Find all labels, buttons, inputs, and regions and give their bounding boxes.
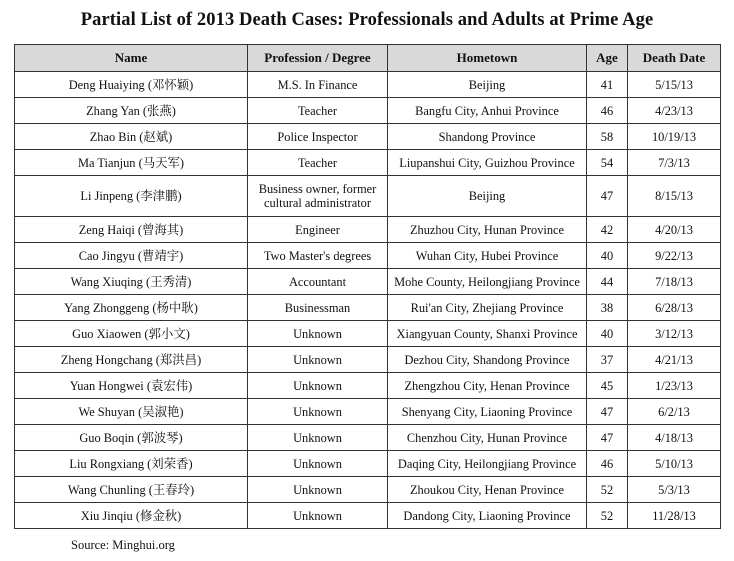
- cell-profession: Engineer: [248, 217, 388, 243]
- cell-death-date: 6/28/13: [628, 295, 721, 321]
- cell-name: Guo Xiaowen (郭小文): [15, 321, 248, 347]
- cell-profession: Unknown: [248, 399, 388, 425]
- cell-profession: Unknown: [248, 425, 388, 451]
- cell-death-date: 6/2/13: [628, 399, 721, 425]
- table-row: [15, 373, 721, 399]
- cell-age: 40: [587, 321, 628, 347]
- cell-name: Liu Rongxiang (刘荣香): [15, 451, 248, 477]
- cell-death-date: 10/19/13: [628, 124, 721, 150]
- table-row: [15, 347, 721, 373]
- cell-age: 52: [587, 477, 628, 503]
- cell-name: Wang Chunling (王春玲): [15, 477, 248, 503]
- cell-death-date: 5/3/13: [628, 477, 721, 503]
- cell-hometown: Chenzhou City, Hunan Province: [388, 425, 587, 451]
- cell-profession: Business owner, former cultural administrator: [248, 176, 388, 217]
- cell-name: Wang Xiuqing (王秀清): [15, 269, 248, 295]
- cell-name: Yuan Hongwei (袁宏伟): [15, 373, 248, 399]
- cell-name: Guo Boqin (郭波琴): [15, 425, 248, 451]
- cell-hometown: Zhuzhou City, Hunan Province: [388, 217, 587, 243]
- cell-name: Zheng Hongchang (郑洪昌): [15, 347, 248, 373]
- header-death-date: Death Date: [628, 45, 721, 72]
- cell-hometown: Zhoukou City, Henan Province: [388, 477, 587, 503]
- cell-age: 52: [587, 503, 628, 529]
- cell-hometown: Wuhan City, Hubei Province: [388, 243, 587, 269]
- cell-hometown: Dezhou City, Shandong Province: [388, 347, 587, 373]
- cell-age: 45: [587, 373, 628, 399]
- table-row: [15, 176, 721, 217]
- table-row: [15, 98, 721, 124]
- cell-name: Zhao Bin (赵斌): [15, 124, 248, 150]
- cell-profession: Teacher: [248, 98, 388, 124]
- header-profession: Profession / Degree: [248, 45, 388, 72]
- cell-profession: Unknown: [248, 451, 388, 477]
- source-note: Source: Minghui.org: [71, 538, 175, 552]
- cell-hometown: Rui'an City, Zhejiang Province: [388, 295, 587, 321]
- cell-age: 46: [587, 98, 628, 124]
- header-age: Age: [587, 45, 628, 72]
- cell-age: 41: [587, 72, 628, 98]
- cell-hometown: Bangfu City, Anhui Province: [388, 98, 587, 124]
- cell-name: Ma Tianjun (马天军): [15, 150, 248, 176]
- cell-death-date: 4/21/13: [628, 347, 721, 373]
- cell-hometown: Beijing: [388, 72, 587, 98]
- cell-age: 47: [587, 399, 628, 425]
- cell-death-date: 5/15/13: [628, 72, 721, 98]
- table-row: [15, 243, 721, 269]
- table-row: [15, 124, 721, 150]
- cell-age: 46: [587, 451, 628, 477]
- cell-age: 44: [587, 269, 628, 295]
- header-hometown: Hometown: [388, 45, 587, 72]
- cell-hometown: Liupanshui City, Guizhou Province: [388, 150, 587, 176]
- cell-age: 47: [587, 176, 628, 217]
- cell-name: Yang Zhonggeng (杨中耿): [15, 295, 248, 321]
- cell-name: Deng Huaiying (邓怀颖): [15, 72, 248, 98]
- cell-death-date: 3/12/13: [628, 321, 721, 347]
- table-row: [15, 425, 721, 451]
- cell-profession: Teacher: [248, 150, 388, 176]
- table-row: [15, 399, 721, 425]
- cell-profession: M.S. In Finance: [248, 72, 388, 98]
- cell-age: 47: [587, 425, 628, 451]
- table-row: [15, 269, 721, 295]
- page-title: Partial List of 2013 Death Cases: Professionals and Adults at Prime Age: [80, 10, 654, 30]
- cell-profession: Two Master's degrees: [248, 243, 388, 269]
- cell-name: Zeng Haiqi (曾海其): [15, 217, 248, 243]
- cell-age: 37: [587, 347, 628, 373]
- cell-profession: Police Inspector: [248, 124, 388, 150]
- table-row: [15, 150, 721, 176]
- cell-hometown: Zhengzhou City, Henan Province: [388, 373, 587, 399]
- cell-name: Zhang Yan (张燕): [15, 98, 248, 124]
- cell-profession: Unknown: [248, 347, 388, 373]
- cell-profession: Accountant: [248, 269, 388, 295]
- cell-profession: Unknown: [248, 477, 388, 503]
- cell-age: 54: [587, 150, 628, 176]
- cell-age: 42: [587, 217, 628, 243]
- cell-hometown: Shandong Province: [388, 124, 587, 150]
- cell-profession: Businessman: [248, 295, 388, 321]
- cell-hometown: Mohe County, Heilongjiang Province: [388, 269, 587, 295]
- cell-hometown: Dandong City, Liaoning Province: [388, 503, 587, 529]
- table-row: [15, 477, 721, 503]
- cell-death-date: 7/18/13: [628, 269, 721, 295]
- header-name: Name: [15, 45, 248, 72]
- cell-name: We Shuyan (吴淑艳): [15, 399, 248, 425]
- cell-name: Li Jinpeng (李津鹏): [15, 176, 248, 217]
- cell-hometown: Beijing: [388, 176, 587, 217]
- cell-age: 58: [587, 124, 628, 150]
- cell-death-date: 5/10/13: [628, 451, 721, 477]
- cell-profession: Unknown: [248, 503, 388, 529]
- table-header-row: [15, 45, 721, 72]
- cell-age: 40: [587, 243, 628, 269]
- table-row: [15, 217, 721, 243]
- cell-age: 38: [587, 295, 628, 321]
- cell-profession: Unknown: [248, 321, 388, 347]
- table-row: [15, 451, 721, 477]
- cell-death-date: 9/22/13: [628, 243, 721, 269]
- death-cases-table: [14, 44, 721, 529]
- cell-death-date: 1/23/13: [628, 373, 721, 399]
- table-row: [15, 295, 721, 321]
- cell-name: Xiu Jinqiu (修金秋): [15, 503, 248, 529]
- cell-hometown: Daqing City, Heilongjiang Province: [388, 451, 587, 477]
- table-row: [15, 503, 721, 529]
- cell-death-date: 11/28/13: [628, 503, 721, 529]
- table-row: [15, 72, 721, 98]
- cell-hometown: Xiangyuan County, Shanxi Province: [388, 321, 587, 347]
- cell-death-date: 4/23/13: [628, 98, 721, 124]
- cell-death-date: 7/3/13: [628, 150, 721, 176]
- table-row: [15, 321, 721, 347]
- cell-profession: Unknown: [248, 373, 388, 399]
- cell-death-date: 4/20/13: [628, 217, 721, 243]
- cell-death-date: 4/18/13: [628, 425, 721, 451]
- cell-death-date: 8/15/13: [628, 176, 721, 217]
- cell-name: Cao Jingyu (曹靖宇): [15, 243, 248, 269]
- cell-hometown: Shenyang City, Liaoning Province: [388, 399, 587, 425]
